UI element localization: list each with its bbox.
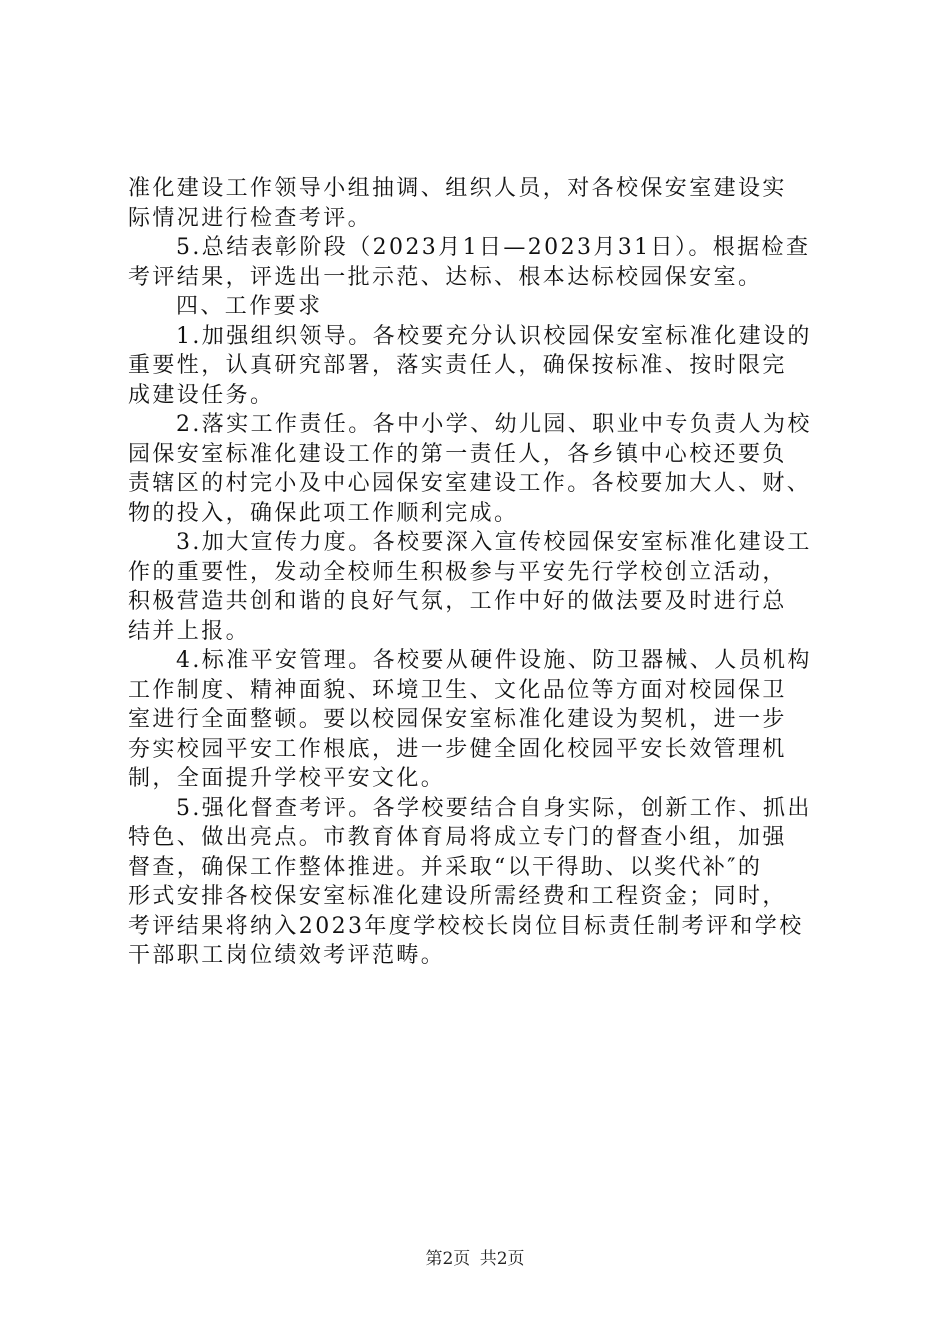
text-line: 特色、做出亮点。市教育体育局将成立专门的督查小组，加强 <box>128 825 787 850</box>
text-line: 1.加强组织领导。各校要充分认识校园保安室标准化建设的 <box>176 323 812 349</box>
text-line: 督查，确保工作整体推进。并采取“以干得助、以奖代补″的 <box>128 854 763 880</box>
text-line: 考评结果，评选出一批示范、达标、根本达标校园保安室。 <box>128 264 763 290</box>
document-body <box>128 174 836 971</box>
text-line: 积极营造共创和谐的良好气氛，工作中好的做法要及时进行总 <box>128 589 787 614</box>
text-line: 物的投入，确保此项工作顺利完成。 <box>128 500 519 526</box>
text-line: 3.加大宣传力度。各校要深入宣传校园保安室标准化建设工 <box>176 530 812 555</box>
text-line: 重要性，认真研究部署，落实责任人，确保按标准、按时限完 <box>128 353 787 378</box>
text-line: 5.强化督查考评。各学校要结合自身实际，创新工作、抓出 <box>176 795 812 821</box>
text-line: 园保安室标准化建设工作的第一责任人，各乡镇中心校还要负 <box>128 441 787 467</box>
text-line: 室进行全面整顿。要以校园保安室标准化建设为契机，进一步 <box>128 707 787 732</box>
text-line: 夯实校园平安工作根底，进一步健全固化校园平安长效管理机 <box>128 736 787 762</box>
text-line: 形式安排各校保安室标准化建设所需经费和工程资金；同时， <box>128 884 787 909</box>
text-line: 4.标准平安管理。各校要从硬件设施、防卫器械、人员机构 <box>176 648 812 673</box>
text-line: 结并上报。 <box>128 618 251 644</box>
text-line: 成建设任务。 <box>128 382 275 408</box>
text-line: 准化建设工作领导小组抽调、组织人员，对各校保安室建设实 <box>128 176 787 201</box>
page-footer <box>0 1244 950 1269</box>
text-line: 工作制度、精神面貌、环境卫生、文化品位等方面对校园保卫 <box>128 677 787 703</box>
text-line: 考评结果将纳入2023年度学校校长岗位目标责任制考评和学校 <box>128 913 804 939</box>
section-heading: 四、工作要求 <box>176 294 323 319</box>
text-line: 干部职工岗位绩效考评范畴。 <box>128 943 446 968</box>
text-line: 5.总结表彰阶段（2023月1日—2023月31日）。根据检查 <box>176 235 811 260</box>
text-line: 责辖区的村完小及中心园保安室建设工作。各校要加大人、财、 <box>128 471 812 496</box>
text-line: 作的重要性，发动全校师生积极参与平安先行学校创立活动， <box>128 559 787 585</box>
text-line: 2.落实工作责任。各中小学、幼儿园、职业中专负责人为校 <box>176 412 812 437</box>
page-total: 共2页 <box>479 1249 525 1269</box>
text-line: 际情况进行检查考评。 <box>128 205 373 231</box>
page-number: 第2页 <box>425 1249 471 1269</box>
text-line: 制，全面提升学校平安文化。 <box>128 766 446 791</box>
